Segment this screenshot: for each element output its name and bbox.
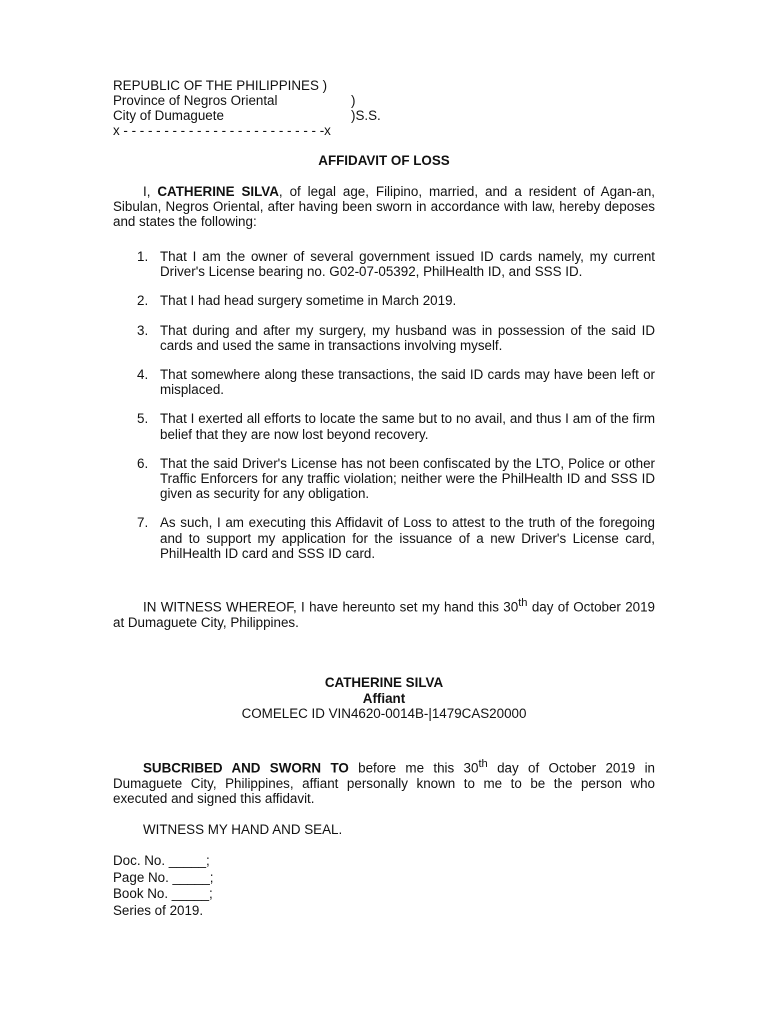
caption-province-paren: ) — [351, 93, 356, 108]
affiant-name: CATHERINE SILVA — [157, 184, 279, 199]
document-title: AFFIDAVIT OF LOSS — [318, 153, 450, 168]
witness-whereof-paragraph — [113, 596, 655, 630]
item-number: 2. — [137, 293, 149, 309]
caption-province — [113, 93, 356, 108]
notarial-register — [113, 853, 214, 919]
witness-text: IN WITNESS WHEREOF, I have hereunto set my hand this 30 — [143, 599, 519, 615]
list-item — [113, 456, 655, 502]
signature-block — [0, 675, 768, 722]
jurat-paragraph — [113, 757, 655, 806]
ordinal-suffix: th — [478, 758, 488, 770]
item-text: That I am the owner of several government issued ID cards namely, my current Driver's License bearing no. G02-07-05392, PhilHealth ID, and SSS ID. — [160, 249, 655, 280]
list-item — [113, 515, 655, 561]
item-text: As such, I am executing this Affidavit of Loss to attest to the truth of the foregoing and to support my application for the issuance of a new Driver's License card, PhilHealth ID card and SSS ID card. — [160, 515, 655, 561]
signatory-role: Affiant — [362, 690, 406, 706]
jurat-text: before me this 30 — [348, 760, 479, 776]
caption-ss: )S.S. — [351, 108, 381, 123]
item-number: 7. — [137, 515, 149, 531]
witness-seal-line — [113, 822, 655, 837]
item-text: That the said Driver's License has not been confiscated by the LTO, Police or other Traffic Enforcers for any traffic violation; neither were the PhilHealth ID and SSS ID given as security for any obligation. — [160, 455, 655, 502]
caption-province-label: Province of Negros Oriental — [113, 93, 278, 108]
intro-text: , of legal age, Filipino, married, and a resident of Agan-an, Sibulan, Negros Oriental, after having been sworn in accordance with law, hereby deposes and states the following: — [113, 184, 655, 230]
series-year: Series of 2019. — [113, 902, 204, 918]
item-number: 4. — [137, 367, 149, 383]
doc-number: Doc. No. _____; — [113, 853, 210, 868]
list-item — [113, 411, 655, 441]
caption-divider: x - - - - - - - - - - - - - - - - - - - - - - - - -x — [113, 123, 331, 138]
item-number: 3. — [137, 322, 149, 338]
witness-seal-text: WITNESS MY HAND AND SEAL. — [143, 822, 343, 837]
caption-republic: REPUBLIC OF THE PHILIPPINES ) — [113, 78, 328, 93]
list-item — [113, 249, 655, 279]
statements-list — [113, 249, 655, 575]
book-number: Book No. _____; — [113, 886, 213, 901]
item-text: That I had head surgery sometime in March 2019. — [160, 293, 457, 309]
list-item — [113, 367, 655, 397]
item-text: That somewhere along these transactions, the said ID cards may have been left or misplaced. — [160, 367, 655, 398]
item-text: That during and after my surgery, my husband was in possession of the said ID cards and used the same in transactions involving myself. — [160, 322, 655, 353]
intro-prefix: I, — [143, 184, 158, 199]
signatory-id: COMELEC ID VIN4620-0014B-|1479CAS20000 — [241, 706, 527, 721]
page-number: Page No. _____; — [113, 869, 214, 885]
list-item — [113, 293, 655, 308]
item-number: 6. — [137, 455, 149, 471]
jurat-heading: SUBCRIBED AND SWORN TO — [143, 760, 349, 776]
item-number: 1. — [137, 249, 149, 264]
caption-city — [113, 108, 381, 123]
item-number: 5. — [137, 411, 149, 427]
witness-text-end: day of October 2019 at Dumaguete City, Philippines. — [113, 599, 656, 630]
jurat-text-end: day of October 2019 in Dumaguete City, Philippines, affiant personally known to me to be the person who executed and signed this affidavit. — [113, 760, 656, 806]
venue-caption — [113, 78, 381, 138]
ordinal-suffix: th — [518, 597, 528, 609]
signatory-name: CATHERINE SILVA — [324, 675, 444, 690]
list-item — [113, 323, 655, 353]
caption-city-label: City of Dumaguete — [113, 108, 224, 123]
intro-paragraph — [113, 184, 655, 230]
item-text: That I exerted all efforts to locate the same but to no avail, and thus I am of the firm belief that they are now lost beyond recovery. — [160, 411, 655, 442]
